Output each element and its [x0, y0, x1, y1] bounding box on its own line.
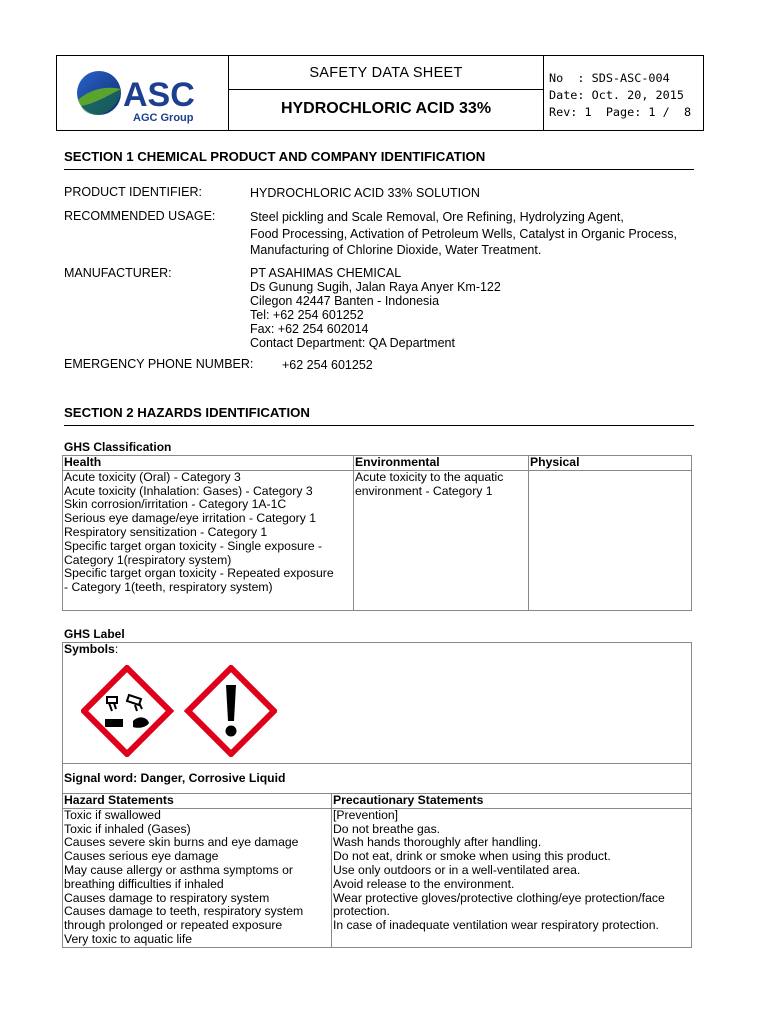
hazard-line: Causes serious eye damage	[64, 849, 219, 864]
health-line: Category 1(respiratory system)	[64, 552, 232, 567]
precautionary-statements-header: Precautionary Statements	[332, 794, 692, 809]
document-title: SAFETY DATA SHEET	[309, 65, 463, 81]
manufacturer-line: Fax: +62 254 602014	[250, 322, 369, 336]
logo-text: ASC	[123, 76, 195, 114]
health-line: Skin corrosion/irritation - Category 1A-1C	[64, 497, 287, 512]
pictograms	[81, 665, 277, 757]
emergency-label: EMERGENCY PHONE NUMBER:	[64, 357, 254, 371]
ghs-classification-title: GHS Classification	[64, 440, 172, 454]
precautionary-statements-cell	[332, 808, 692, 947]
symbols-label: Symbols	[64, 642, 115, 656]
symbols-cell	[63, 643, 692, 764]
manufacturer-line: Tel: +62 254 601252	[250, 308, 364, 322]
document-header	[56, 55, 704, 131]
ghs-label-title: GHS Label	[64, 627, 125, 641]
usage-value	[250, 209, 677, 259]
hazard-line: Toxic if swallowed	[64, 807, 161, 822]
symbols-colon: :	[114, 642, 119, 656]
manufacturer-value	[250, 266, 501, 350]
precaution-line: Avoid release to the environment.	[333, 876, 515, 891]
hazard-line: breathing difficulties if inhaled	[64, 876, 224, 891]
emergency-phone: +62 254 601252	[282, 358, 373, 372]
ghs-classification-table	[62, 455, 692, 611]
hazard-line: Causes damage to teeth, respiratory system	[64, 904, 304, 919]
statements-table	[62, 793, 692, 948]
precaution-line: Use only outdoors or in a well-ventilated area.	[333, 862, 581, 877]
ghs-label-table	[62, 642, 692, 794]
health-line: Acute toxicity (Oral) - Category 3	[64, 469, 241, 484]
usage-line: Food Processing, Activation of Petroleum Wells, Catalyst in Organic Process,	[250, 226, 678, 241]
hazard-line: Very toxic to aquatic life	[64, 931, 193, 946]
health-line: Acute toxicity (Inhalation: Gases) - Category 3	[64, 483, 313, 498]
precaution-line: Wash hands thoroughly after handling.	[333, 835, 542, 850]
product-identifier-value: HYDROCHLORIC ACID 33% SOLUTION	[250, 186, 480, 200]
precaution-line: protection.	[333, 904, 390, 919]
doc-revision: Rev: 1 Page: 1 / 8	[549, 105, 692, 119]
hazard-line: Causes severe skin burns and eye damage	[64, 835, 299, 850]
health-header: Health	[63, 456, 354, 471]
hazard-statements-cell	[63, 808, 332, 947]
precaution-line: Wear protective gloves/protective clothing/eye protection/face	[333, 890, 665, 905]
section-1-heading: SECTION 1 CHEMICAL PRODUCT AND COMPANY IDENTIFICATION	[64, 149, 694, 170]
logo-subtext: AGC Group	[133, 112, 194, 124]
manufacturer-label: MANUFACTURER:	[64, 266, 172, 280]
usage-label: RECOMMENDED USAGE:	[64, 209, 216, 223]
precaution-line: [Prevention]	[333, 807, 399, 822]
product-title: HYDROCHLORIC ACID 33%	[280, 100, 492, 117]
precaution-line: In case of inadequate ventilation wear respiratory protection.	[333, 918, 659, 933]
precaution-line: Do not eat, drink or smoke when using this product.	[333, 849, 611, 864]
health-line: Specific target organ toxicity - Repeated exposure	[64, 566, 334, 581]
manufacturer-line: PT ASAHIMAS CHEMICAL	[250, 266, 402, 280]
hazard-line: through prolonged or repeated exposure	[64, 918, 283, 933]
signal-word: Signal word: Danger, Corrosive Liquid	[63, 764, 692, 794]
hazard-line: Causes damage to respiratory system	[64, 890, 270, 905]
hazard-line: Toxic if inhaled (Gases)	[64, 821, 191, 836]
product-identifier-label: PRODUCT IDENTIFIER:	[64, 185, 202, 199]
health-cell	[63, 470, 354, 610]
precaution-line: Do not breathe gas.	[333, 821, 441, 836]
health-line: Respiratory sensitization - Category 1	[64, 524, 268, 539]
asc-logo	[75, 64, 215, 126]
manufacturer-line: Cilegon 42447 Banten - Indonesia	[250, 294, 440, 308]
corrosion-pictogram-icon	[84, 668, 170, 754]
hazard-line: May cause allergy or asthma symptoms or	[64, 862, 293, 877]
physical-header: Physical	[529, 456, 692, 471]
health-line: Serious eye damage/eye irritation - Category 1	[64, 511, 317, 526]
usage-line: Manufacturing of Chlorine Dioxide, Water Treatment.	[250, 243, 542, 257]
hazard-statements-header: Hazard Statements	[63, 794, 332, 809]
physical-cell	[529, 470, 692, 610]
health-line: - Category 1(teeth, respiratory system)	[64, 580, 273, 595]
environmental-header: Environmental	[354, 456, 529, 471]
environmental-line: Acute toxicity to the aquatic	[355, 469, 504, 484]
exclamation-pictogram-icon	[188, 668, 274, 754]
doc-date: Date: Oct. 20, 2015	[549, 88, 684, 102]
manufacturer-line: Ds Gunung Sugih, Jalan Raya Anyer Km-122	[250, 280, 501, 294]
health-line: Specific target organ toxicity - Single exposure -	[64, 538, 323, 553]
section-2-heading: SECTION 2 HAZARDS IDENTIFICATION	[64, 405, 694, 426]
environmental-cell	[354, 470, 529, 610]
manufacturer-line: Contact Department: QA Department	[250, 336, 455, 350]
usage-line: Steel pickling and Scale Removal, Ore Refining, Hydrolyzing Agent,	[250, 210, 624, 224]
document-info	[549, 70, 691, 121]
doc-number: No : SDS-ASC-004	[549, 71, 670, 85]
environmental-line: environment - Category 1	[355, 483, 493, 498]
